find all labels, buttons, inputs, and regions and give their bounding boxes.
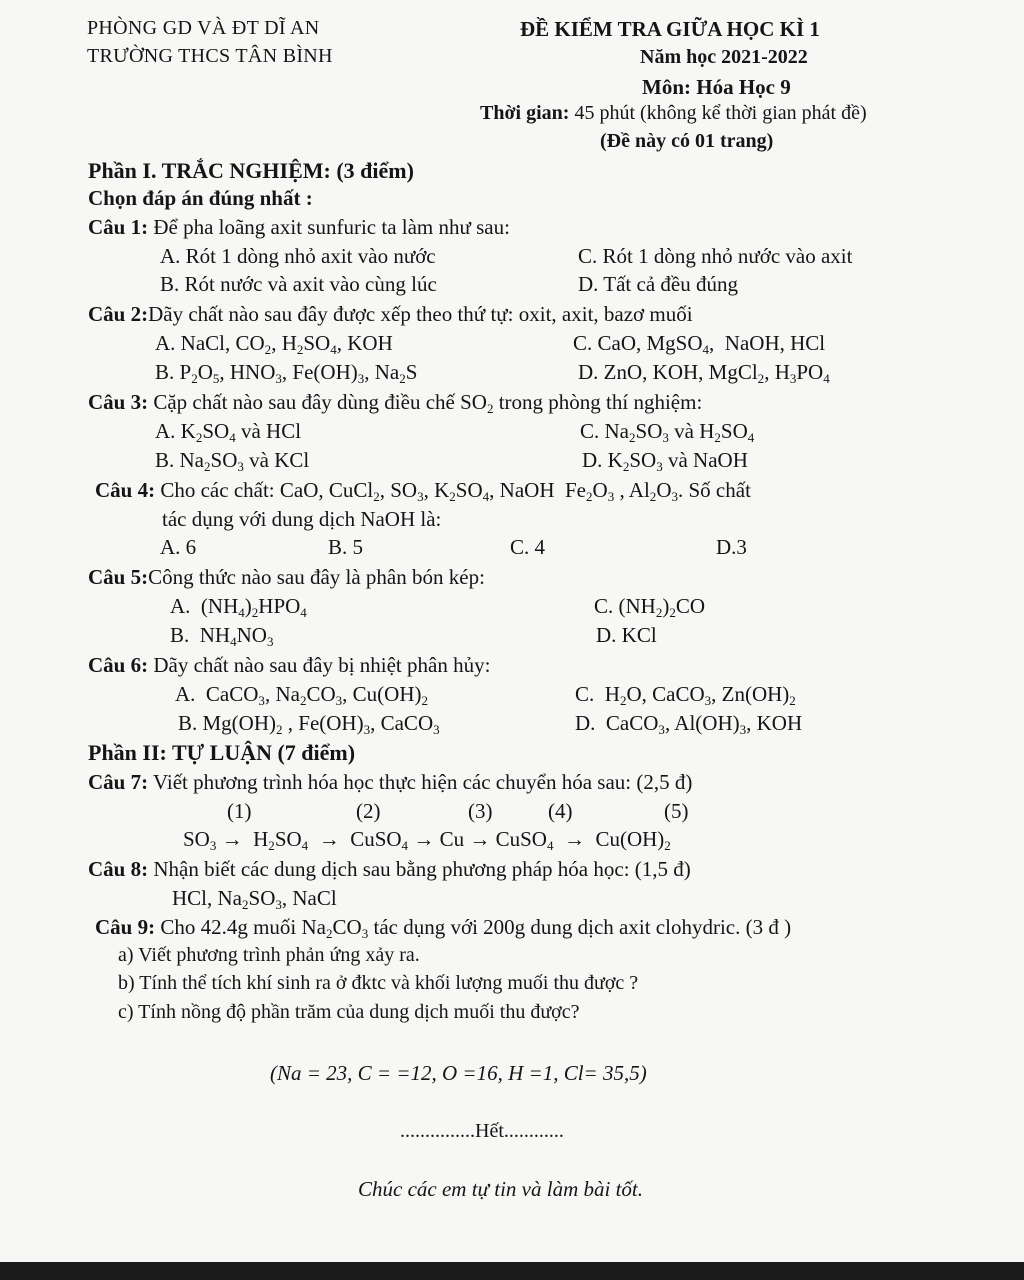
q7-label: Câu 7:: [88, 770, 149, 794]
q6-option-a: A. CaCO$_3$, $Na_2CO_3$, $Cu(OH)_2$: [175, 682, 428, 709]
q8-label: Câu 8:: [88, 857, 149, 881]
q5-option-a: A. $(NH_4)_2HPO_4$: [170, 594, 307, 621]
q1: [88, 215, 510, 240]
q2-option-a: A. NaCl, $CO_2$, $H_2SO_4$, KOH: [155, 331, 393, 358]
q6: [88, 653, 490, 678]
school-year: Năm học 2021-2022: [640, 46, 808, 68]
q2-label: Câu 2:: [88, 302, 149, 326]
q7-reaction-chain: $SO_3 \to H_2SO_4$ → CuSO$_4$ → Cu → CuSO$_4$ → $Cu(OH)_2$: [183, 827, 671, 854]
q7: [88, 770, 692, 795]
arrow-icon: →: [469, 827, 491, 851]
time-value: 45 phút (không kể thời gian phát đề): [574, 102, 867, 124]
q1-text: Để pha loãng axit sunfuric ta làm như sau:: [153, 215, 510, 239]
exam-title: ĐỀ KIỂM TRA GIỮA HỌC KÌ 1: [520, 17, 820, 41]
department-name: PHÒNG GD VÀ ĐT DĨ AN: [87, 17, 320, 39]
q5-label: Câu 5:: [88, 565, 149, 589]
q3-option-d: D. $K_2SO_3$ và NaOH: [582, 448, 748, 475]
bottom-border: [0, 1262, 1024, 1280]
q7-text: Viết phương trình hóa học thực hiện các chuyển hóa sau:: [152, 770, 632, 794]
q2-option-c: C. CaO, MgSO$_4$, NaOH, HCl: [573, 331, 826, 358]
end-marker: ...............Hết............: [400, 1120, 564, 1142]
q4-option-b: B. 5: [328, 535, 364, 559]
q2-option-b: B. $P_2O_5$, $HNO_3$, $Fe(OH)_3$, $Na_2S$: [155, 360, 418, 387]
q1-label: Câu 1:: [88, 215, 149, 239]
arrow-icon: →: [563, 827, 585, 851]
q2-option-d: D. ZnO, KOH, MgCl$_2$, $H_3PO_4$: [578, 360, 830, 387]
q7-step-4: (4): [548, 799, 573, 823]
q4-option-a: A. 6: [160, 535, 197, 559]
q4-text-line2: tác dụng với dung dịch NaOH là:: [162, 507, 442, 531]
q7-step-1: (1): [227, 799, 252, 823]
q1-option-b: B. Rót nước và axit vào cùng lúc: [160, 272, 437, 296]
q7-step-5: (5): [664, 799, 689, 823]
subject: Môn: Hóa Học 9: [642, 75, 791, 99]
q7-step-2: (2): [356, 799, 381, 823]
part2-title: Phần II: TỰ LUẬN (7 điểm): [88, 740, 356, 765]
q5-text: Công thức nào sau đây là phân bón kép:: [148, 565, 485, 589]
page-note: (Đề này có 01 trang): [600, 130, 774, 152]
q6-option-d: D. CaCO$_3$, $Al(OH)_3$, KOH: [575, 711, 803, 738]
q9: [95, 915, 791, 940]
q1-option-c: C. Rót 1 dòng nhỏ nước vào axit: [578, 244, 853, 268]
school-name: TRƯỜNG THCS TÂN BÌNH: [87, 45, 333, 67]
q6-option-c: C. $H_2O$, CaCO$_3$, $Zn(OH)_2$: [575, 682, 796, 709]
q4: [95, 478, 751, 503]
closing-wish: Chúc các em tự tin và làm bài tốt.: [358, 1177, 643, 1201]
q3-text: Cặp chất nào sau đây dùng điều chế $SO_2$ trong phòng thí nghiệm:: [153, 390, 703, 417]
q5: [88, 565, 485, 590]
q3-option-b: B. $Na_2SO_3$ và KCl: [155, 448, 310, 475]
q3: [88, 390, 702, 415]
q3-label: Câu 3:: [88, 390, 149, 414]
part1-instruction: Chọn đáp án đúng nhất :: [88, 186, 313, 210]
q9-part-b: b) Tính thể tích khí sinh ra ở đktc và khối lượng muối thu được ?: [118, 972, 639, 994]
q1-option-d: D. Tất cả đều đúng: [578, 272, 738, 296]
q4-option-c: C. 4: [510, 535, 546, 559]
q8-text: Nhận biết các dung dịch sau bằng phương pháp hóa học:: [153, 857, 630, 881]
q5-option-d: D. KCl: [596, 623, 657, 647]
arrow-icon: →: [413, 827, 435, 851]
atomic-masses: (Na = 23, C = =12, O =16, H =1, Cl= 35,5): [270, 1061, 647, 1085]
q8-substances: HCl, $Na_2SO_3$, NaCl: [172, 886, 337, 913]
arrow-icon: →: [221, 827, 243, 851]
q2-text: Dãy chất nào sau đây được xếp theo thứ tự: oxit, axit, bazơ muối: [148, 302, 693, 326]
q6-text: Dãy chất nào sau đây bị nhiệt phân hủy:: [153, 653, 491, 677]
q7-step-3: (3): [468, 799, 493, 823]
q9-points: (3 đ ): [745, 915, 792, 939]
q8-points: (1,5 đ): [634, 857, 691, 881]
q2: [88, 302, 693, 327]
q5-option-b: B. $NH_4NO_3$: [170, 623, 274, 650]
exam-time: [480, 102, 867, 125]
q6-option-b: B. $Mg(OH)_2$ , $Fe(OH)_3$, CaCO$_3$: [178, 711, 440, 738]
q9-text: Cho 42.4g muối $Na_2CO_3$ tác dụng với 200g dung dịch axit clohydric.: [160, 915, 741, 942]
arrow-icon: →: [318, 827, 340, 851]
q3-option-c: C. $Na_2SO_3$ và $H_2SO_4$: [580, 419, 755, 446]
q4-option-d: D.3: [716, 535, 747, 559]
q9-label: Câu 9:: [95, 915, 156, 939]
q7-points: (2,5 đ): [636, 770, 693, 794]
q8: [88, 857, 691, 882]
q9-part-c: c) Tính nồng độ phần trăm của dung dịch muối thu được?: [118, 1001, 580, 1023]
time-label: Thời gian:: [480, 102, 570, 124]
part1-title: Phần I. TRẮC NGHIỆM: (3 điểm): [88, 158, 414, 183]
q4-label: Câu 4:: [95, 478, 156, 502]
q3-option-a: A. $K_2SO_4$ và HCl: [155, 419, 302, 446]
q9-part-a: a) Viết phương trình phản ứng xảy ra.: [118, 944, 420, 966]
q4-text: Cho các chất: CaO, CuCl$_2$, $SO_3$, $K_2SO_4$, NaOH $Fe_2O_3$ , $Al_2O_3$. Số chất: [160, 478, 751, 505]
q5-option-c: C. $(NH_2)_2CO$: [594, 594, 706, 621]
q6-label: Câu 6:: [88, 653, 149, 677]
q1-option-a: A. Rót 1 dòng nhỏ axit vào nước: [160, 244, 436, 268]
